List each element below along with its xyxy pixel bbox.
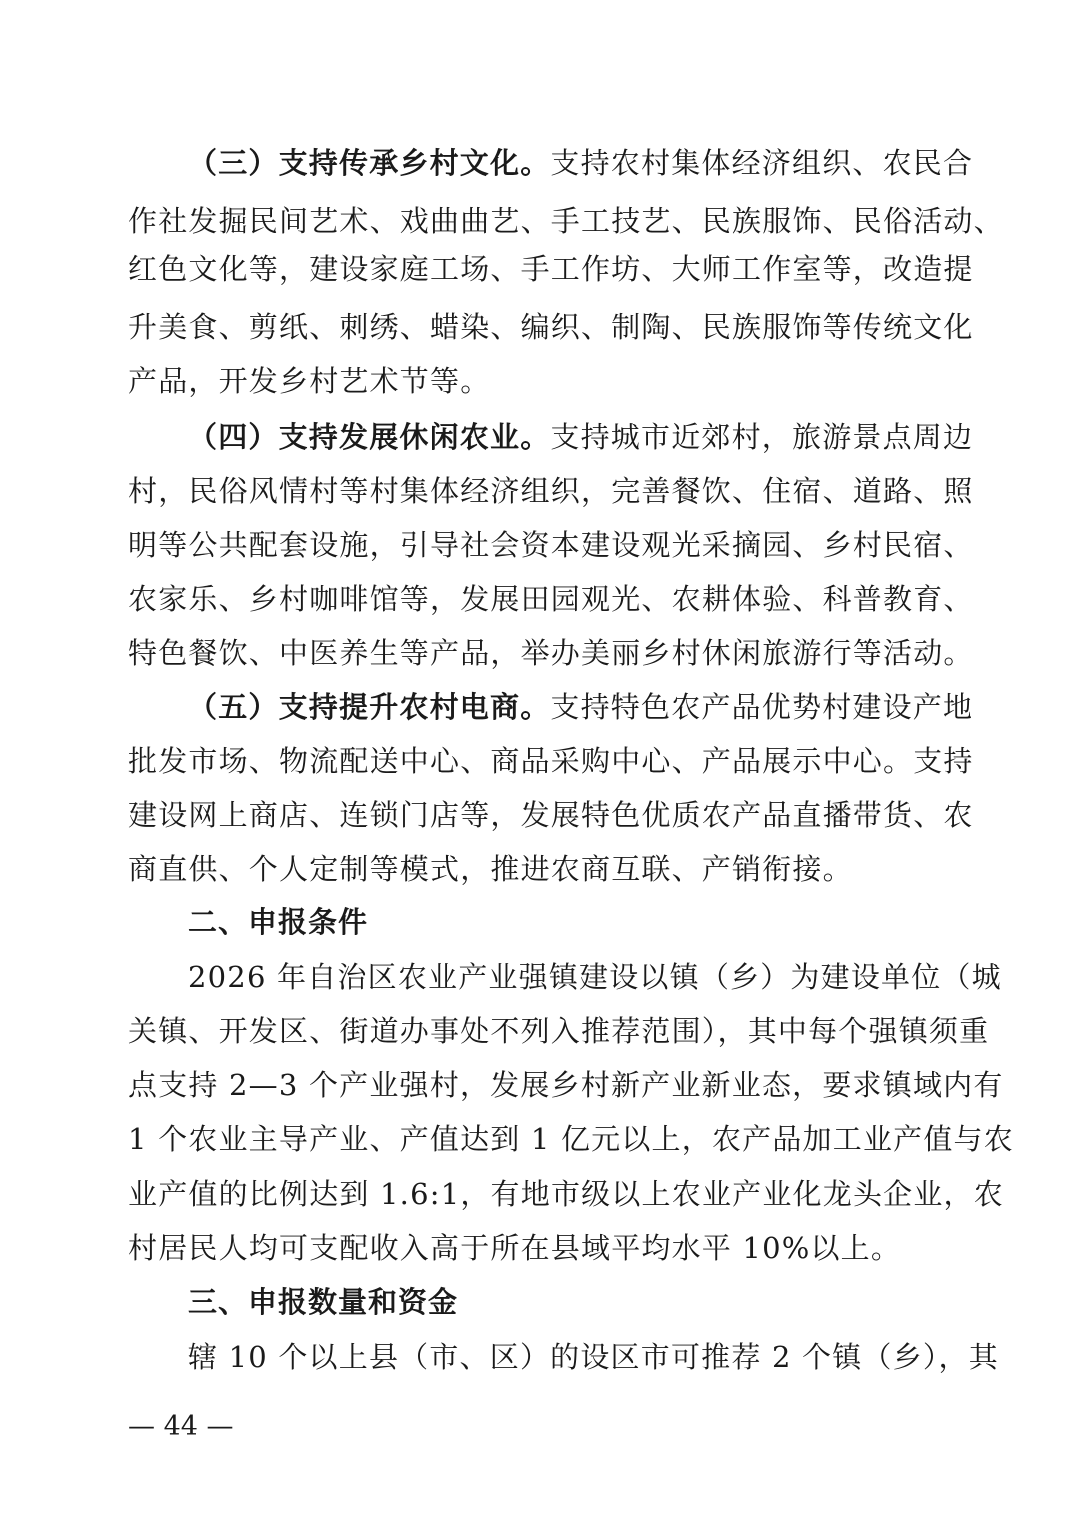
paragraph-4-line-2: 村，民俗风情村等村集体经济组织，完善餐饮、住宿、道路、照: [128, 474, 974, 508]
section-heading-2: 二、申报条件: [188, 905, 369, 939]
paragraph-4-line-5: 特色餐饮、中医养生等产品，举办美丽乡村休闲旅游行等活动。: [128, 636, 974, 670]
paragraph-3-line-5: 产品，开发乡村艺术节等。: [128, 364, 491, 398]
paragraph-5-line-4: 商直供、个人定制等模式，推进农商互联、产销衔接。: [128, 852, 853, 886]
paragraph-6-line-3: 点支持 2—3 个产业强村，发展乡村新产业新业态，要求镇域内有: [128, 1068, 1004, 1102]
paragraph-6-line-5: 业产值的比例达到 1.6:1，有地市级以上农业产业化龙头企业，农: [128, 1177, 1004, 1211]
page-number: — 44 —: [128, 1411, 234, 1442]
paragraph-5-lead: （五）支持提升农村电商。: [188, 690, 551, 724]
paragraph-4-line-1: （四）支持发展休闲农业。支持城市近郊村，旅游景点周边: [188, 420, 974, 454]
paragraph-5-line-2: 批发市场、物流配送中心、商品采购中心、产品展示中心。支持: [128, 744, 974, 778]
paragraph-3-line-3: 红色文化等，建设家庭工场、手工作坊、大师工作室等，改造提: [128, 252, 974, 286]
paragraph-6-line-2: 关镇、开发区、街道办事处不列入推荐范围），其中每个强镇须重: [128, 1014, 990, 1048]
paragraph-6-line-1: 2026 年自治区农业产业强镇建设以镇（乡）为建设单位（城: [188, 960, 1002, 994]
paragraph-6-line-6: 村居民人均可支配收入高于所在县域平均水平 10%以上。: [128, 1231, 902, 1265]
paragraph-3-line-2: 作社发掘民间艺术、戏曲曲艺、手工技艺、民族服饰、民俗活动、: [128, 204, 1004, 238]
paragraph-5-line-1: （五）支持提升农村电商。支持特色农产品优势村建设产地: [188, 690, 974, 724]
paragraph-7-line-1: 辖 10 个以上县（市、区）的设区市可推荐 2 个镇（乡），其: [188, 1340, 999, 1374]
paragraph-4-lead: （四）支持发展休闲农业。: [188, 420, 551, 454]
paragraph-5-line-3: 建设网上商店、连锁门店等，发展特色优质农产品直播带货、农: [128, 798, 974, 832]
paragraph-3-line-4: 升美食、剪纸、刺绣、蜡染、编织、制陶、民族服饰等传统文化: [128, 310, 974, 344]
paragraph-6-line-4: 1 个农业主导产业、产值达到 1 亿元以上，农产品加工业产值与农: [128, 1122, 1014, 1156]
paragraph-4-line-3: 明等公共配套设施，引导社会资本建设观光采摘园、乡村民宿、: [128, 528, 974, 562]
paragraph-3-lead: （三）支持传承乡村文化。: [188, 146, 551, 180]
paragraph-3-line-1: （三）支持传承乡村文化。支持农村集体经济组织、农民合: [188, 146, 974, 180]
paragraph-4-line-4: 农家乐、乡村咖啡馆等，发展田园观光、农耕体验、科普教育、: [128, 582, 974, 616]
section-heading-3: 三、申报数量和资金: [188, 1285, 459, 1319]
